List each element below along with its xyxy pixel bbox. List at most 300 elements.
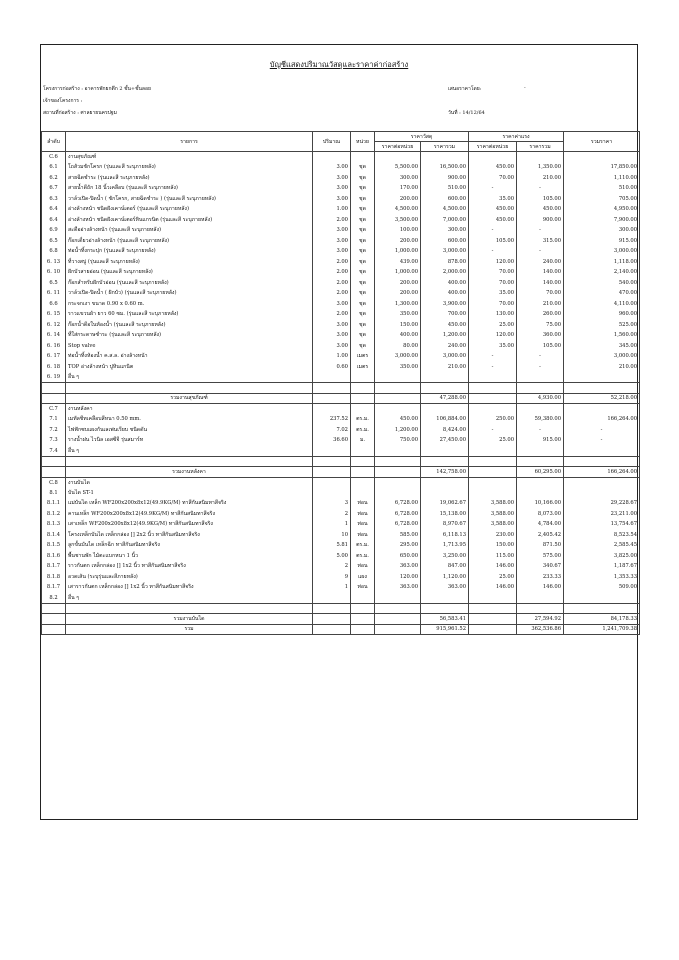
cell-mat-unit: 3,500.00 bbox=[375, 215, 421, 226]
cell-unit: ท่อน bbox=[351, 530, 375, 541]
cell-lab-total: 75.00 bbox=[517, 320, 564, 331]
cell-mat-unit bbox=[375, 488, 421, 499]
cell-no: 8.1.4 bbox=[42, 530, 66, 541]
cell-no: 6.2 bbox=[42, 173, 66, 184]
cell-no bbox=[42, 393, 66, 404]
cell-total: 2,140.00 bbox=[564, 267, 640, 278]
cell-unit: เมตร bbox=[351, 351, 375, 362]
col-unit: หน่วย bbox=[351, 132, 375, 152]
cell-lab-unit bbox=[469, 614, 517, 625]
cell-no bbox=[42, 603, 66, 614]
cell-no: 7.3 bbox=[42, 435, 66, 446]
cell-total: 3,000.00 bbox=[564, 351, 640, 362]
cell-no: 8.1.7 bbox=[42, 582, 66, 593]
cell-desc: งานหลังคา bbox=[66, 404, 313, 415]
table-row bbox=[42, 582, 640, 593]
cell-mat-total: 3,900.00 bbox=[421, 299, 469, 310]
cell-lab-total: 10,166.00 bbox=[517, 498, 564, 509]
cell-no: 8.1.3 bbox=[42, 519, 66, 530]
cell-no: C.7 bbox=[42, 404, 66, 415]
cell-lab-unit: 450.00 bbox=[469, 162, 517, 173]
cell-total bbox=[564, 372, 640, 383]
cell-unit bbox=[351, 624, 375, 635]
table-row bbox=[42, 330, 640, 341]
cell-lab-unit: 35.00 bbox=[469, 341, 517, 352]
cell-unit: ท่อน bbox=[351, 582, 375, 593]
cell-lab-unit bbox=[469, 152, 517, 163]
cell-total bbox=[564, 446, 640, 457]
cell-lab-unit bbox=[469, 477, 517, 488]
cell-mat-total: 210.00 bbox=[421, 362, 469, 373]
cell-mat-total: 363.00 bbox=[421, 582, 469, 593]
cell-desc: รวมงานหลังคา bbox=[66, 467, 313, 478]
cell-lab-unit: 450.00 bbox=[469, 204, 517, 215]
cell-total bbox=[564, 477, 640, 488]
cell-total: 23,211.00 bbox=[564, 509, 640, 520]
cell-lab-unit: 105.00 bbox=[469, 236, 517, 247]
cell-mat-unit: 585.00 bbox=[375, 530, 421, 541]
cell-no: 6. 10 bbox=[42, 267, 66, 278]
table-row bbox=[42, 278, 640, 289]
cell-total: 1,110.00 bbox=[564, 173, 640, 184]
cell-total: 300.00 bbox=[564, 225, 640, 236]
cell-lab-total: 1,350.00 bbox=[517, 162, 564, 173]
cell-lab-unit bbox=[469, 624, 517, 635]
cell-mat-total: 15,138.00 bbox=[421, 509, 469, 520]
cell-no: 6.7 bbox=[42, 183, 66, 194]
cell-desc: เสาเหล็ก WF200x200x8x12(49.9KG/M) ทาสีกันสนิมทาสีจริง bbox=[66, 519, 313, 530]
cell-desc bbox=[66, 456, 313, 467]
cell-lab-total: - bbox=[517, 362, 564, 373]
cell-mat-unit bbox=[375, 372, 421, 383]
cell-no: 7.1 bbox=[42, 414, 66, 425]
table-row bbox=[42, 257, 640, 268]
table-row bbox=[42, 246, 640, 257]
cell-mat-total: 450.00 bbox=[421, 320, 469, 331]
cell-qty: 3.00 bbox=[313, 246, 351, 257]
cell-total: 8,523.54 bbox=[564, 530, 640, 541]
cell-no: 6.5 bbox=[42, 278, 66, 289]
cell-unit: แผง bbox=[351, 572, 375, 583]
cell-desc: โครงเหล็กบันได เหล็กกล่อง [] 2x2 นิ้ว ทาสีกันสนิมทาสีจริง bbox=[66, 530, 313, 541]
cell-no: 7.2 bbox=[42, 425, 66, 436]
cell-desc: แม่บันได เหล็ก WF200x200x8x12(49.9KG/M) ทาสีกันสนิมทาสีจริง bbox=[66, 498, 313, 509]
cell-lab-unit bbox=[469, 467, 517, 478]
cell-lab-unit: 3,588.00 bbox=[469, 509, 517, 520]
cell-mat-unit: 200.00 bbox=[375, 278, 421, 289]
col-lab-unit: ราคาต่อหน่วย bbox=[469, 142, 517, 152]
cell-lab-unit: 115.00 bbox=[469, 551, 517, 562]
cell-mat-unit bbox=[375, 624, 421, 635]
subtotal-row bbox=[42, 393, 640, 404]
cell-lab-unit bbox=[469, 393, 517, 404]
cell-desc: ที่วางสบู่ (รุ่นและสี ระบุภายหลัง) bbox=[66, 257, 313, 268]
cell-total: - bbox=[564, 425, 640, 436]
table-row bbox=[42, 446, 640, 457]
cell-lab-total bbox=[517, 477, 564, 488]
cell-qty: 1 bbox=[313, 582, 351, 593]
cell-mat-total bbox=[421, 404, 469, 415]
cell-qty: 237.52 bbox=[313, 414, 351, 425]
cell-lab-total: - bbox=[517, 183, 564, 194]
cell-mat-unit: 6,728.00 bbox=[375, 519, 421, 530]
cell-mat-total: 27,450.00 bbox=[421, 435, 469, 446]
cell-lab-unit: 3,588.00 bbox=[469, 498, 517, 509]
cell-desc: สายน้ำดีถัก 18 นิ้วเคลือบ (รุ่นและสี ระบุภายหลัง) bbox=[66, 183, 313, 194]
cell-no: 6. 18 bbox=[42, 362, 66, 373]
cell-mat-unit: 363.00 bbox=[375, 582, 421, 593]
cell-total: 1,118.00 bbox=[564, 257, 640, 268]
cell-desc bbox=[66, 383, 313, 394]
cell-lab-unit: 70.00 bbox=[469, 278, 517, 289]
cell-qty bbox=[313, 446, 351, 457]
cell-total: 345.00 bbox=[564, 341, 640, 352]
cell-no: 8.1.6 bbox=[42, 551, 66, 562]
cell-desc: อื่น ๆ bbox=[66, 446, 313, 457]
table-row bbox=[42, 383, 640, 394]
cell-unit: ชุด bbox=[351, 299, 375, 310]
cell-total: 3,825.00 bbox=[564, 551, 640, 562]
table-row bbox=[42, 509, 640, 520]
cell-lab-total: 900.00 bbox=[517, 215, 564, 226]
cell-lab-unit: 146.00 bbox=[469, 582, 517, 593]
cell-mat-total bbox=[421, 477, 469, 488]
cell-no: 6. 14 bbox=[42, 330, 66, 341]
cell-total: 4,950.00 bbox=[564, 204, 640, 215]
cell-unit bbox=[351, 446, 375, 457]
cell-mat-unit bbox=[375, 383, 421, 394]
cell-desc: ฝักบัวสายอ่อน (รุ่นและสี ระบุภายหลัง) bbox=[66, 267, 313, 278]
cell-mat-total: 2,000.00 bbox=[421, 267, 469, 278]
cell-unit: ชุด bbox=[351, 288, 375, 299]
cell-total bbox=[564, 404, 640, 415]
cell-total: 29,228.67 bbox=[564, 498, 640, 509]
cell-unit bbox=[351, 614, 375, 625]
cell-mat-unit bbox=[375, 467, 421, 478]
cell-unit: ชุด bbox=[351, 173, 375, 184]
document-title: บัญชีแสดงปริมาณวัสดุและราคาค่าก่อสร้าง bbox=[269, 60, 409, 69]
cell-no bbox=[42, 467, 66, 478]
cell-desc: ก๊อกสำหรับฝักบัวอ่อน (รุ่นและสี ระบุภายหลัง) bbox=[66, 278, 313, 289]
cell-mat-unit bbox=[375, 603, 421, 614]
cell-qty: 10 bbox=[313, 530, 351, 541]
cell-mat-total bbox=[421, 488, 469, 499]
cell-lab-unit: 70.00 bbox=[469, 173, 517, 184]
cell-qty: 36.60 bbox=[313, 435, 351, 446]
cell-mat-total: 700.00 bbox=[421, 309, 469, 320]
cell-mat-unit bbox=[375, 393, 421, 404]
table-row bbox=[42, 341, 640, 352]
cell-no bbox=[42, 383, 66, 394]
cell-qty bbox=[313, 614, 351, 625]
cell-unit: ชุด bbox=[351, 215, 375, 226]
cell-unit: ชุด bbox=[351, 320, 375, 331]
cell-no: 8.1.2 bbox=[42, 509, 66, 520]
cell-unit: ชุด bbox=[351, 246, 375, 257]
cell-mat-unit: 439.00 bbox=[375, 257, 421, 268]
cell-mat-unit: 1,000.00 bbox=[375, 267, 421, 278]
cell-no: 6. 11 bbox=[42, 288, 66, 299]
cell-mat-unit: 4,500.00 bbox=[375, 204, 421, 215]
cell-lab-unit bbox=[469, 603, 517, 614]
cell-desc: วาล์วเปิด-ปิดน้ำ ( ฝักบัว) (รุ่นและสี ระบุภายหลัง) bbox=[66, 288, 313, 299]
cell-mat-unit: 1,300.00 bbox=[375, 299, 421, 310]
cell-desc: พื้นชานพัก ไม้ตะแบกหนา 1 นิ้ว bbox=[66, 551, 313, 562]
boq-sheet bbox=[40, 44, 638, 820]
cell-mat-total: 300.00 bbox=[421, 225, 469, 236]
cell-total: 1,353.33 bbox=[564, 572, 640, 583]
cell-mat-total: 56,583.41 bbox=[421, 614, 469, 625]
table-row bbox=[42, 540, 640, 551]
cell-no: 6. 13 bbox=[42, 257, 66, 268]
col-labor: ราคาค่าแรง bbox=[469, 132, 564, 142]
cell-total: 52,218.00 bbox=[564, 393, 640, 404]
cell-total: 509.00 bbox=[564, 582, 640, 593]
cell-qty: 7.02 bbox=[313, 425, 351, 436]
cell-lab-unit: 230.00 bbox=[469, 530, 517, 541]
cell-lab-total bbox=[517, 603, 564, 614]
cell-unit: ชุด bbox=[351, 341, 375, 352]
cell-lab-total: 871.50 bbox=[517, 540, 564, 551]
table-row bbox=[42, 519, 640, 530]
cell-lab-unit: 70.00 bbox=[469, 299, 517, 310]
table-row bbox=[42, 215, 640, 226]
cell-mat-total: 6,118.13 bbox=[421, 530, 469, 541]
table-row bbox=[42, 362, 640, 373]
cell-qty: 2.00 bbox=[313, 288, 351, 299]
cell-desc: ท่อน้ำทิ้งกระปุก (รุ่นและสี ระบุภายหลัง) bbox=[66, 246, 313, 257]
cell-unit: เมตร bbox=[351, 362, 375, 373]
cell-unit bbox=[351, 152, 375, 163]
cell-no: 8.1.8 bbox=[42, 572, 66, 583]
cell-unit: ชุด bbox=[351, 267, 375, 278]
cell-desc: ลูกขั้นบันได เหล็กฉีก ทาสีกันสนิมทาสีจริง bbox=[66, 540, 313, 551]
cell-desc: Stop valve bbox=[66, 341, 313, 352]
cell-qty bbox=[313, 624, 351, 635]
col-mat-total: ราคารวม bbox=[421, 142, 469, 152]
cell-unit bbox=[351, 383, 375, 394]
cell-lab-unit: 120.00 bbox=[469, 257, 517, 268]
cell-no: 6.4 bbox=[42, 215, 66, 226]
cell-desc: บันได ST-1 bbox=[66, 488, 313, 499]
cell-qty: 2 bbox=[313, 561, 351, 572]
grand-total-row bbox=[42, 624, 640, 635]
cell-mat-total: 3,250.00 bbox=[421, 551, 469, 562]
cell-lab-total: 60,295.00 bbox=[517, 467, 564, 478]
table-row bbox=[42, 320, 640, 331]
cell-unit bbox=[351, 404, 375, 415]
cell-qty: 3.00 bbox=[313, 162, 351, 173]
cell-lab-unit: - bbox=[469, 225, 517, 236]
cell-unit bbox=[351, 593, 375, 604]
cell-unit bbox=[351, 372, 375, 383]
cell-lab-total bbox=[517, 488, 564, 499]
cell-unit: ชุด bbox=[351, 225, 375, 236]
table-row bbox=[42, 194, 640, 205]
cell-unit: ชุด bbox=[351, 309, 375, 320]
cell-lab-total: 140.00 bbox=[517, 278, 564, 289]
col-mat-unit: ราคาต่อหน่วย bbox=[375, 142, 421, 152]
cell-mat-total: 240.00 bbox=[421, 341, 469, 352]
cell-qty bbox=[313, 456, 351, 467]
cell-no: 6.6 bbox=[42, 299, 66, 310]
cell-desc: เมทัลชีทเคลือบสีหนา 0.50 mm. bbox=[66, 414, 313, 425]
cell-mat-unit bbox=[375, 593, 421, 604]
table-row bbox=[42, 236, 640, 247]
cell-total bbox=[564, 603, 640, 614]
table-row bbox=[42, 414, 640, 425]
cell-mat-total: 915,961.52 bbox=[421, 624, 469, 635]
table-row bbox=[42, 183, 640, 194]
col-qty: ปริมาณ bbox=[313, 132, 351, 152]
cell-mat-unit: 750.00 bbox=[375, 435, 421, 446]
cell-qty: 2.00 bbox=[313, 215, 351, 226]
cell-mat-total: 8,424.00 bbox=[421, 425, 469, 436]
cell-total: 166,264.00 bbox=[564, 467, 640, 478]
cell-total bbox=[564, 456, 640, 467]
col-desc: รายการ bbox=[66, 132, 313, 152]
cell-lab-unit: 70.00 bbox=[469, 267, 517, 278]
cell-total: - bbox=[564, 435, 640, 446]
cell-unit: ท่อน bbox=[351, 509, 375, 520]
cell-mat-total: 878.00 bbox=[421, 257, 469, 268]
cell-no: 6.4 bbox=[42, 204, 66, 215]
cell-desc bbox=[66, 603, 313, 614]
cell-mat-total bbox=[421, 593, 469, 604]
cell-lab-unit: 120.00 bbox=[469, 330, 517, 341]
cell-mat-unit: 5,500.00 bbox=[375, 162, 421, 173]
cell-total: 4,110.00 bbox=[564, 299, 640, 310]
cell-qty: 5.00 bbox=[313, 551, 351, 562]
cell-mat-unit: 6,728.00 bbox=[375, 498, 421, 509]
cell-desc: ท่อน้ำทิ้งห้องน้ำ ค.ส.ล. อ่างล้างหน้า bbox=[66, 351, 313, 362]
table-row bbox=[42, 267, 640, 278]
cell-qty: 0.60 bbox=[313, 362, 351, 373]
cell-total: 166,264.00 bbox=[564, 414, 640, 425]
cell-mat-unit: 170.00 bbox=[375, 183, 421, 194]
col-material: ราคาวัสดุ bbox=[375, 132, 469, 142]
cell-total: 1,187.67 bbox=[564, 561, 640, 572]
cell-lab-total: 362,536.86 bbox=[517, 624, 564, 635]
cell-lab-unit: 35.00 bbox=[469, 288, 517, 299]
cell-mat-total: 4,500.00 bbox=[421, 204, 469, 215]
quoted-by-value: - bbox=[524, 85, 526, 91]
cell-mat-total: 600.00 bbox=[421, 194, 469, 205]
cell-qty: 3.00 bbox=[313, 236, 351, 247]
cell-qty: 3.00 bbox=[313, 320, 351, 331]
cell-mat-unit: 300.00 bbox=[375, 173, 421, 184]
cell-no: 8.1.7 bbox=[42, 561, 66, 572]
cell-lab-total bbox=[517, 456, 564, 467]
table-body bbox=[42, 152, 640, 635]
cell-lab-total bbox=[517, 372, 564, 383]
cell-desc: รวมงานสุขภัณฑ์ bbox=[66, 393, 313, 404]
cell-unit: ตร.ม. bbox=[351, 540, 375, 551]
cell-lab-unit bbox=[469, 446, 517, 457]
cell-lab-total: 4,784.00 bbox=[517, 519, 564, 530]
cell-lab-unit bbox=[469, 404, 517, 415]
cell-lab-total: 240.00 bbox=[517, 257, 564, 268]
cell-qty: 1.00 bbox=[313, 204, 351, 215]
cell-qty: 2.00 bbox=[313, 267, 351, 278]
project-label: โครงการก่อสร้าง : อาคารพักยกตึก 2 ชั้น+ชั้นลอย bbox=[43, 86, 151, 92]
cell-mat-unit bbox=[375, 404, 421, 415]
cell-unit: ชุด bbox=[351, 236, 375, 247]
cell-lab-unit bbox=[469, 593, 517, 604]
cell-lab-total: 2,405.42 bbox=[517, 530, 564, 541]
location-label: สถานที่ก่อสร้าง : ศาลยายนครปฐม bbox=[43, 110, 117, 116]
cell-mat-unit: 1,000.00 bbox=[375, 246, 421, 257]
cell-qty: 2.00 bbox=[313, 257, 351, 268]
cell-total: 705.00 bbox=[564, 194, 640, 205]
cell-mat-total: 8,970.67 bbox=[421, 519, 469, 530]
cell-no: 6. 16 bbox=[42, 341, 66, 352]
cell-mat-total: 600.00 bbox=[421, 236, 469, 247]
cell-lab-unit: - bbox=[469, 351, 517, 362]
cell-desc: อื่น ๆ bbox=[66, 372, 313, 383]
cell-desc: เสาราวกันตก เหล็กกล่อง [] 1x2 นิ้ว ทาสีกันสนิมทาสีจริง bbox=[66, 582, 313, 593]
cell-lab-total: 4,930.00 bbox=[517, 393, 564, 404]
cell-desc: วาล์วเปิด-ปิดน้ำ ( ชักโครก, สายฉีดชำระ ) (รุ่นและสี ระบุภายหลัง) bbox=[66, 194, 313, 205]
cell-lab-total: 140.00 bbox=[517, 267, 564, 278]
cell-total bbox=[564, 383, 640, 394]
cell-no: 8.1 bbox=[42, 488, 66, 499]
cell-lab-total: 210.00 bbox=[517, 299, 564, 310]
cell-total bbox=[564, 593, 640, 604]
cell-lab-unit: 450.00 bbox=[469, 215, 517, 226]
cell-unit bbox=[351, 393, 375, 404]
cell-mat-total: 510.00 bbox=[421, 183, 469, 194]
cell-lab-unit bbox=[469, 488, 517, 499]
cell-lab-unit: - bbox=[469, 425, 517, 436]
cell-no bbox=[42, 624, 66, 635]
cell-mat-unit: 200.00 bbox=[375, 194, 421, 205]
cell-mat-total: 7,000.00 bbox=[421, 215, 469, 226]
table-row bbox=[42, 593, 640, 604]
cell-lab-total: 8,073.00 bbox=[517, 509, 564, 520]
cell-qty bbox=[313, 477, 351, 488]
cell-lab-total: 146.00 bbox=[517, 582, 564, 593]
cell-desc: โถส้วมชักโครก (รุ่นและสี ระบุภายหลัง) bbox=[66, 162, 313, 173]
cell-mat-total: 3,000.00 bbox=[421, 246, 469, 257]
table-row bbox=[42, 204, 640, 215]
cell-qty: 3.00 bbox=[313, 183, 351, 194]
cell-desc: ราวกันตก เหล็กกล่อง [] 1x2 นิ้ว ทาสีกันสนิมทาสีจริง bbox=[66, 561, 313, 572]
cell-unit bbox=[351, 603, 375, 614]
table-row bbox=[42, 225, 640, 236]
cell-no: 6.3 bbox=[42, 194, 66, 205]
cell-lab-total: 315.00 bbox=[517, 236, 564, 247]
subtotal-row bbox=[42, 614, 640, 625]
cell-desc: อวดเส้น (ระบุรุ่นและสีภายหลัง) bbox=[66, 572, 313, 583]
cell-desc: ก๊อกน้ำดีอในห้องน้ำ (รุ่นและสี ระบุภายหลัง) bbox=[66, 320, 313, 331]
cell-mat-total: 900.00 bbox=[421, 173, 469, 184]
col-total: รวมราคา bbox=[564, 132, 640, 152]
cell-no: 6.5 bbox=[42, 236, 66, 247]
cell-qty: 2 bbox=[313, 509, 351, 520]
cell-mat-total bbox=[421, 372, 469, 383]
table-row bbox=[42, 488, 640, 499]
cell-qty bbox=[313, 467, 351, 478]
cell-mat-unit: 120.00 bbox=[375, 572, 421, 583]
cell-total: 1,560.00 bbox=[564, 330, 640, 341]
cell-desc: รวม bbox=[66, 624, 313, 635]
subtotal-row bbox=[42, 467, 640, 478]
cell-no: 6.9 bbox=[42, 225, 66, 236]
cell-total: 13,754.67 bbox=[564, 519, 640, 530]
cell-mat-total bbox=[421, 603, 469, 614]
cell-lab-total: 210.00 bbox=[517, 173, 564, 184]
